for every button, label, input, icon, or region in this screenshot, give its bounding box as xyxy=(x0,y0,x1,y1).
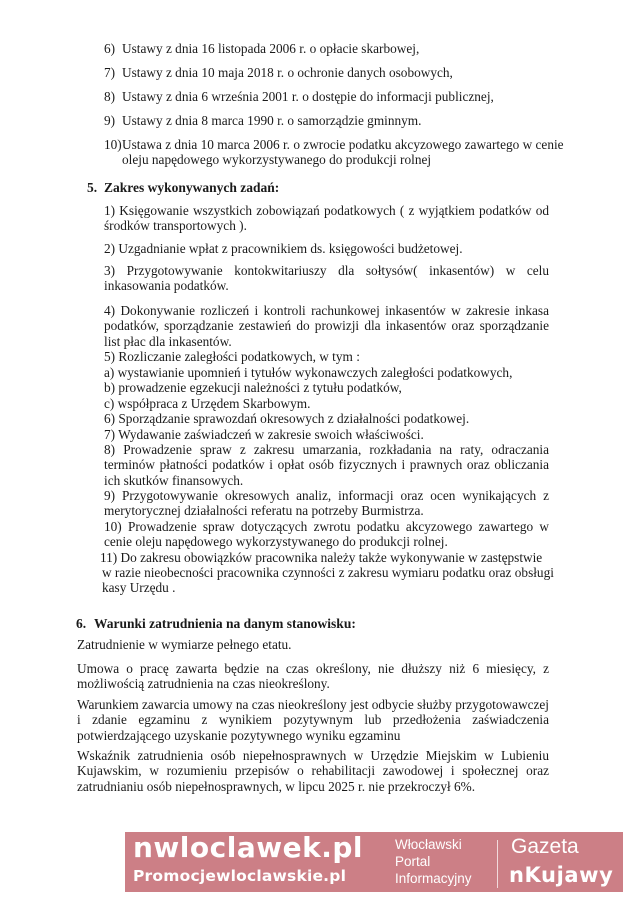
legal-act-number: 7) xyxy=(104,65,116,80)
task-item-4: 4) Dokonywanie rozliczeń i kontroli rachunkowej inkasentów w zakresie inkasa podatków, sporządzanie zestawień do prowizji dla inkasentów oraz sporządzanie list płac dla inkasentów. xyxy=(104,303,549,349)
legal-act-number: 6) xyxy=(104,41,116,56)
legal-act-text: Ustawa z dnia 10 marca 2006 r. o zwrocie podatku akcyzowego zawartego w cenie xyxy=(122,137,564,152)
watermark-portal-line: Informacyjny xyxy=(395,871,472,886)
watermark-promo-site: Promocjewloclawskie.pl xyxy=(133,867,347,885)
employment-paragraph: Warunkiem zawarcia umowy na czas nieokreślony jest odbycie służby przygotowawczej i zdanie egzaminu z wynikiem pozytywnym lub przedłożenia zaświadczenia potwierdzającego uzyskanie pozytywnego wyniku egzaminu xyxy=(77,697,549,743)
task-item-8: 8) Prowadzenie spraw z zakresu umarzania, rozkładania na raty, odraczania terminów płatności podatków i opłat osób fizycznych i prawnych oraz obliczania ich skutków finansowych. xyxy=(104,442,549,488)
task-item-11: 11) Do zakresu obowiązków pracownika należy także wykonywanie w zastępstwie xyxy=(100,550,543,565)
task-item-9: 9) Przygotowywanie okresowych analiz, informacji oraz ocen wynikających z merytorycznej działalności referatu na potrzeby Burmistrza. xyxy=(104,488,549,519)
watermark-kujawy-label: nKujawy xyxy=(509,863,614,887)
task-item-6: 6) Sporządzanie sprawozdań okresowych z działalności podatkowej. xyxy=(104,411,470,426)
employment-paragraph: Umowa o pracę zawarta będzie na czas określony, nie dłuższy niż 6 miesięcy, z możliwością zatrudnienia na czas nieokreślony. xyxy=(77,661,549,692)
task-subitem-c: c) współpraca z Urzędem Skarbowym. xyxy=(104,396,311,411)
legal-act-text: Ustawy z dnia 8 marca 1990 r. o samorządzie gminnym. xyxy=(122,113,422,128)
section-6-title: Warunki zatrudnienia na danym stanowisku: xyxy=(94,616,356,631)
legal-act-text: Ustawy z dnia 16 listopada 2006 r. o opłacie skarbowej, xyxy=(122,41,420,56)
task-item-11-continued: w razie nieobecności pracownika czynności z zakresu wymiaru podatku oraz obsługi xyxy=(102,565,554,580)
section-5-title: Zakres wykonywanych zadań: xyxy=(104,180,280,195)
task-item-2: 2) Uzgadnianie wpłat z pracownikiem ds. księgowości budżetowej. xyxy=(104,241,463,256)
task-item-11-continued: kasy Urzędu . xyxy=(102,580,176,595)
section-6-number: 6. xyxy=(76,616,87,631)
watermark-site-name: nwloclawek.pl xyxy=(133,831,363,864)
task-item-7: 7) Wydawanie zaświadczeń w zakresie swoich właściwości. xyxy=(104,427,424,442)
legal-act-text: Ustawy z dnia 10 maja 2018 r. o ochronie danych osobowych, xyxy=(122,65,453,80)
legal-act-number: 8) xyxy=(104,89,116,104)
legal-act-text: Ustawy z dnia 6 września 2001 r. o dostępie do informacji publicznej, xyxy=(122,89,494,104)
legal-act-number: 10) xyxy=(104,137,122,152)
watermark-portal-line: Portal xyxy=(395,854,431,869)
task-item-5: 5) Rozliczanie zaległości podatkowych, w tym : xyxy=(104,349,360,364)
legal-act-text-continued: oleju napędowego wykorzystywanego do produkcji rolnej xyxy=(122,152,432,167)
task-item-1: 1) Księgowanie wszystkich zobowiązań podatkowych ( z wyjątkiem podatków od środków transportowych ). xyxy=(104,203,549,234)
task-item-10: 10) Prowadzenie spraw dotyczących zwrotu podatku akcyzowego zawartego w cenie oleju napędowego wykorzystywanego do produkcji rolnej. xyxy=(104,519,549,550)
section-5-number: 5. xyxy=(87,180,98,195)
watermark-gazeta-label: Gazeta xyxy=(511,835,579,858)
employment-paragraph: Wskaźnik zatrudnienia osób niepełnosprawnych w Urzędzie Miejskim w Lubieniu Kujawskim, w rozumieniu przepisów o rehabilitacji zawodowej i społecznej oraz zatrudnianiu osób niepełnosprawnych, w lipcu 2025 r. nie przekroczył 6%. xyxy=(77,748,549,794)
employment-paragraph: Zatrudnienie w wymiarze pełnego etatu. xyxy=(77,637,292,652)
task-subitem-a: a) wystawianie upomnień i tytułów wykonawczych zaległości podatkowych, xyxy=(104,365,513,380)
watermark-portal-label xyxy=(395,836,472,887)
task-subitem-b: b) prowadzenie egzekucji należności z tytułu podatków, xyxy=(104,380,402,395)
watermark-banner xyxy=(125,832,623,892)
watermark-divider xyxy=(497,840,498,888)
legal-act-number: 9) xyxy=(104,113,116,128)
task-item-3: 3) Przygotowywanie kontokwitariuszy dla sołtysów( inkasentów) w celu inkasowania podatków. xyxy=(104,263,549,294)
watermark-portal-line: Włocławski xyxy=(395,837,462,852)
